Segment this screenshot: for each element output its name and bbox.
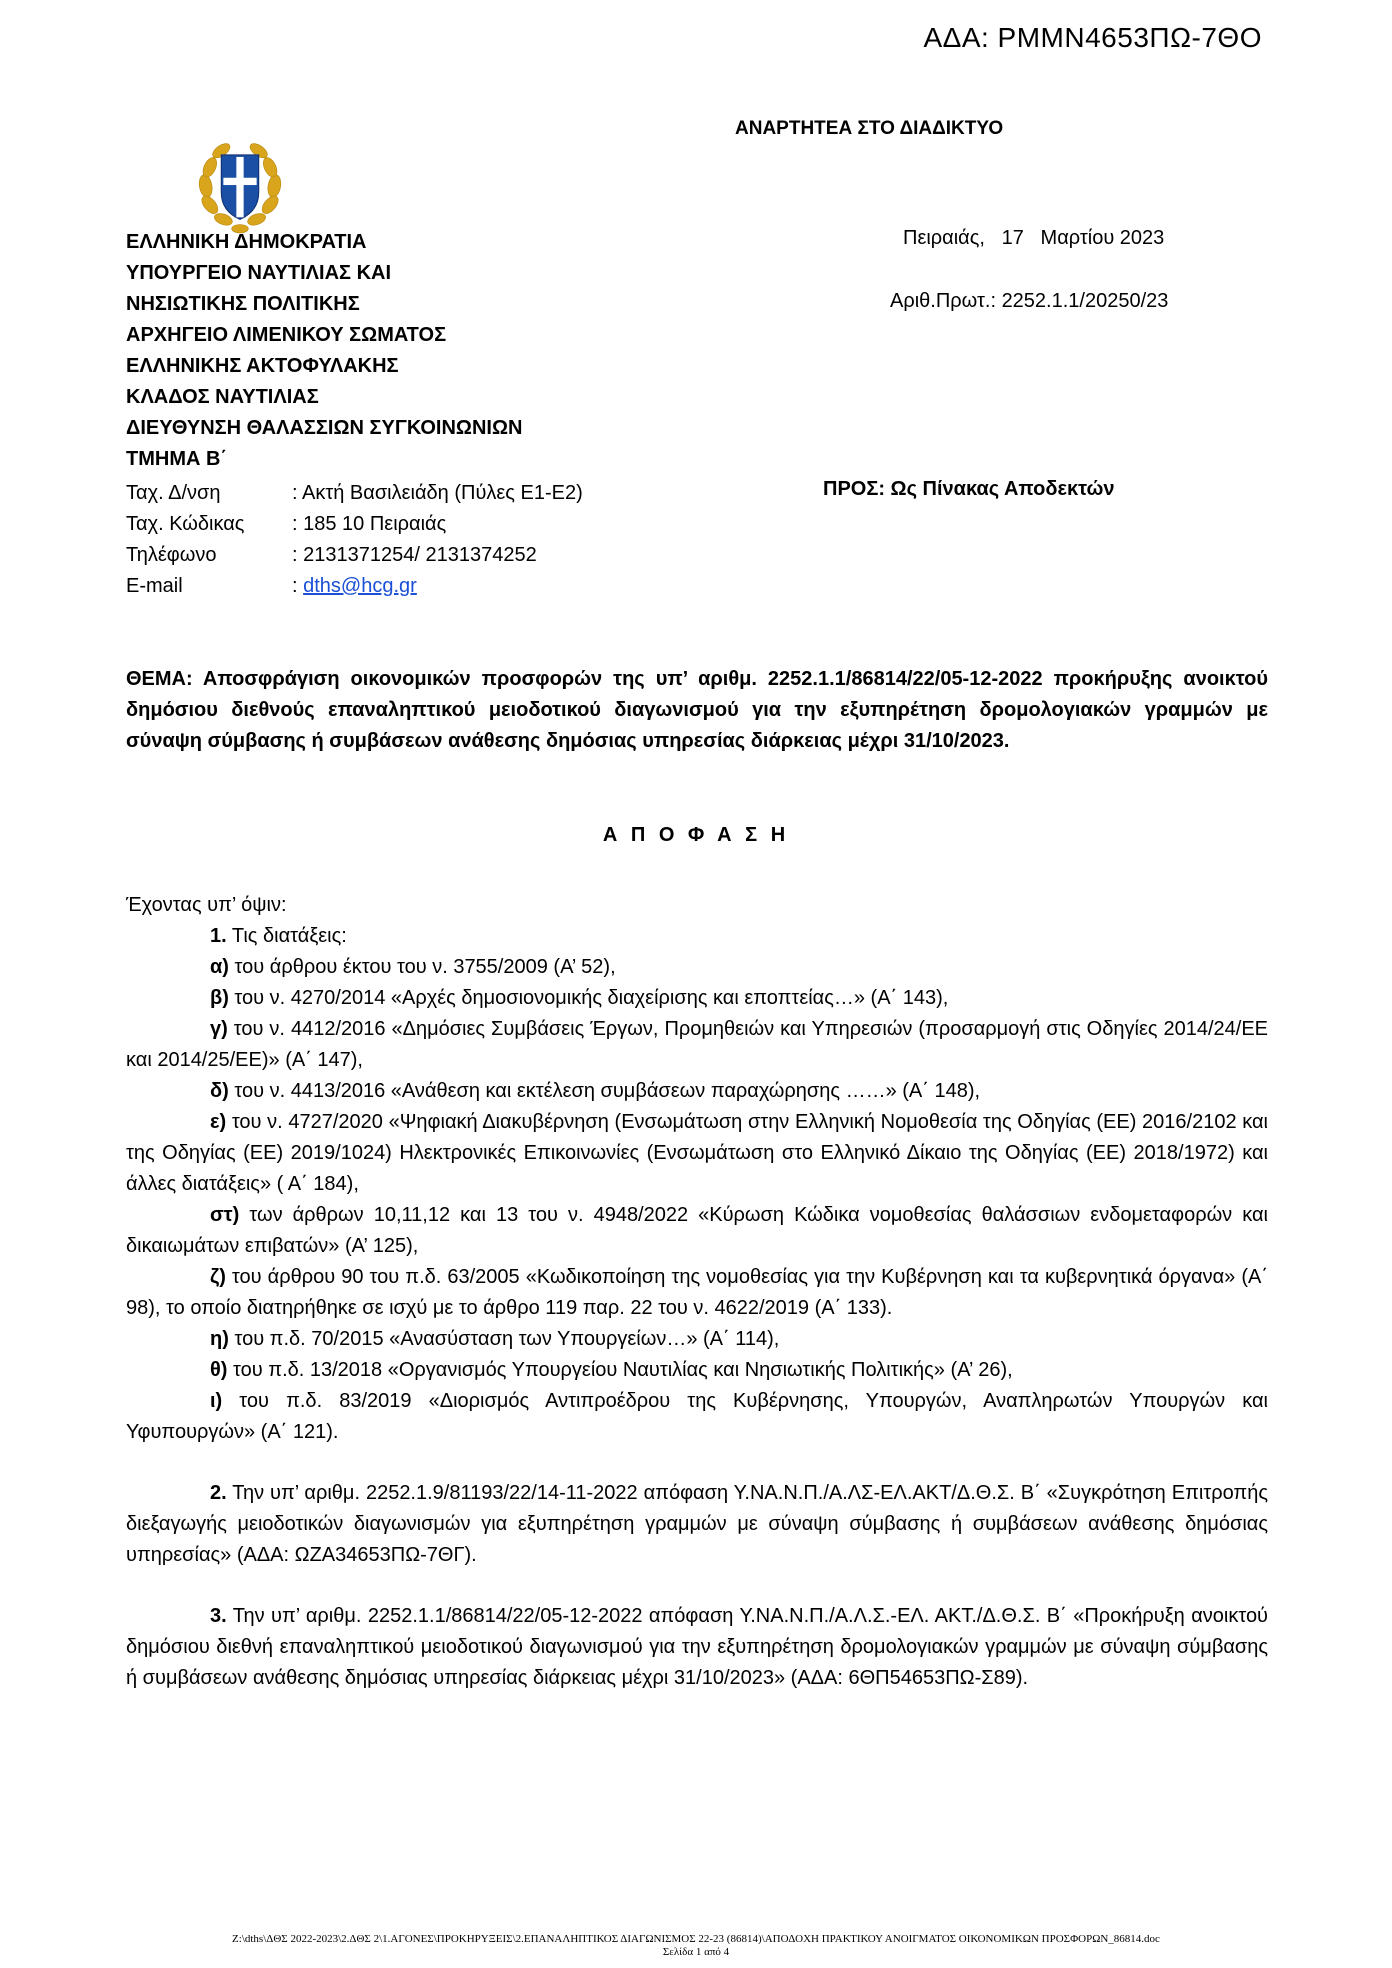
email-label: E-mail	[126, 575, 183, 597]
provision-label: στ)	[210, 1204, 240, 1226]
provision	[126, 983, 1268, 1014]
provision-text: του άρθρου έκτου του ν. 3755/2009 (Α’ 52),	[228, 956, 616, 978]
provision-text: του π.δ. 83/2019 «Διορισμός Αντιπροέδρου της Κυβέρνησης, Υπουργών, Αναπληρωτών Υπουργών και Υφυπουργών» (Α΄ 121).	[126, 1390, 1268, 1443]
contact-row	[126, 540, 583, 571]
provision	[126, 952, 1268, 983]
provision-label: η)	[210, 1328, 229, 1350]
org-line: ΥΠΟΥΡΓΕΙΟ ΝΑΥΤΙΛΙΑΣ ΚΑΙ	[126, 262, 392, 284]
contact-value: : 185 10 Πειραιάς	[292, 513, 447, 535]
posting-notice: ΑΝΑΡΤΗΤΕΑ ΣΤΟ ΔΙΑΔΙΚΤΥΟ	[735, 118, 1004, 139]
document-body	[126, 890, 1268, 1694]
provision-text: του άρθρου 90 του π.δ. 63/2005 «Κωδικοποίηση της νομοθεσίας για την Κυβέρνηση και τα κυβερνητικά όργανα» (Α΄ 98), το οποίο διατηρήθηκε σε ισχύ με το άρθρο 119 παρ. 22 του ν. 4622/2019 (Α΄ 133).	[126, 1266, 1268, 1319]
email-separator: :	[292, 575, 304, 597]
org-line: ΔΙΕΥΘΥΝΣΗ ΘΑΛΑΣΣΙΩΝ ΣΥΓΚΟΙΝΩΝΙΩΝ	[126, 417, 523, 439]
item-number: 2.	[210, 1482, 227, 1504]
provision	[126, 1324, 1268, 1355]
issuing-authority	[126, 227, 522, 475]
provision-label: α)	[210, 956, 229, 978]
contact-row	[126, 571, 583, 602]
org-line: ΕΛΛΗΝΙΚΗ ΔΗΜΟΚΡΑΤΙΑ	[126, 231, 367, 253]
email-link[interactable]: dths@hcg.gr	[303, 575, 417, 597]
intro: Έχοντας υπ’ όψιν:	[126, 894, 287, 916]
provision-label: γ)	[210, 1018, 228, 1040]
provision-label: β)	[210, 987, 229, 1009]
item-number: 3.	[210, 1605, 227, 1627]
subject: ΘΕΜΑ: Αποσφράγιση οικονομικών προσφορών της υπ’ αριθμ. 2252.1.1/86814/22/05-12-2022 προκήρυξης ανοικτού δημόσιου διεθνούς επαναληπτικού μειοδοτικού διαγωνισμού για την εξυπηρέτηση δρομολογιακών γραμμών με σύναψη σύμβασης ή συμβάσεων ανάθεσης δημόσιας υπηρεσίας διάρκειας μέχρι 31/10/2023.	[126, 668, 1268, 752]
provision	[126, 1262, 1268, 1324]
contact-label: Τηλέφωνο	[126, 544, 217, 566]
footer-page-number: Σελίδα 1 από 4	[662, 1946, 730, 1958]
contact-label: Ταχ. Δ/νση	[126, 482, 221, 504]
provision-text: του π.δ. 13/2018 «Οργανισμός Υπουργείου Ναυτιλίας και Νησιωτικής Πολιτικής» (Α’ 26),	[227, 1359, 1013, 1381]
contact-value: : Ακτή Βασιλειάδη (Πύλες Ε1-Ε2)	[292, 482, 583, 504]
ada-code: ΑΔΑ: ΡΜΜΝ4653ΠΩ-7ΘΟ	[923, 22, 1262, 53]
provision	[126, 1076, 1268, 1107]
page-footer	[0, 1933, 1392, 1959]
item-text: Την υπ’ αριθμ. 2252.1.1/86814/22/05-12-2022 απόφαση Υ.ΝΑ.Ν.Π./Α.Λ.Σ.-ΕΛ. ΑΚΤ./Δ.Θ.Σ. Β΄ «Προκήρυξη ανοικτού δημόσιου διεθνή επαναληπτικού μειοδοτικού διαγωνισμού για την εξυπηρέτηση δρομολογιακών γραμμών με σύναψη σύμβασης ή συμβάσεων ανάθεσης δημόσιας υπηρεσίας διάρκειας μέχρι 31/10/2023» (ΑΔΑ: 6ΘΠ54653ΠΩ-Σ89).	[126, 1605, 1268, 1689]
org-line: ΕΛΛΗΝΙΚΗΣ ΑΚΤΟΦΥΛΑΚΗΣ	[126, 355, 399, 377]
provision-text: του ν. 4412/2016 «Δημόσιες Συμβάσεις Έργων, Προμηθειών και Υπηρεσιών (προσαρμογή στις Οδηγίες 2014/24/ΕΕ και 2014/25/ΕΕ)» (Α΄ 147),	[126, 1018, 1268, 1071]
item-text: Τις διατάξεις:	[226, 925, 347, 947]
contact-value: : 2131371254/ 2131374252	[292, 544, 537, 566]
provision	[126, 1200, 1268, 1262]
provision	[126, 1014, 1268, 1076]
item-text: Την υπ’ αριθμ. 2252.1.9/81193/22/14-11-2022 απόφαση Υ.ΝΑ.Ν.Π./Α.ΛΣ-ΕΛ.ΑΚΤ/Δ.Θ.Σ. Β΄ «Συγκρότηση Επιτροπής διεξαγωγής μειοδοτικών διαγωνισμών για εξυπηρέτηση γραμμών με σύναψη σύμβασης ή συμβάσεων ανάθεσης δημόσιας υπηρεσίας» (ΑΔΑ: ΩΖΑ34653ΠΩ-7ΘΓ).	[126, 1482, 1268, 1566]
provision	[126, 1107, 1268, 1200]
provision-label: θ)	[210, 1359, 228, 1381]
item-2	[126, 1478, 1268, 1571]
provision-label: ε)	[210, 1111, 227, 1133]
provision	[126, 1386, 1268, 1448]
item-1	[126, 921, 1268, 952]
contact-row	[126, 478, 583, 509]
provision-text: του ν. 4727/2020 «Ψηφιακή Διακυβέρνηση (Ενσωμάτωση στην Ελληνική Νομοθεσία της Οδηγίας (ΕΕ) 2016/2102 και της Οδηγίας (ΕΕ) 2019/1024) Ηλεκτρονικές Επικοινωνίες (Ενσωμάτωση στο Ελληνικό Δίκαιο της Οδηγίας (ΕΕ) 2018/1972) και άλλες διατάξεις» ( Α΄ 184),	[126, 1111, 1268, 1195]
item-3	[126, 1601, 1268, 1694]
provision-text: του π.δ. 70/2015 «Ανασύσταση των Υπουργείων…» (Α΄ 114),	[228, 1328, 780, 1350]
provision	[126, 1355, 1268, 1386]
org-line: ΑΡΧΗΓΕΙΟ ΛΙΜΕΝΙΚΟΥ ΣΩΜΑΤΟΣ	[126, 324, 447, 346]
provision-text: του ν. 4413/2016 «Ανάθεση και εκτέλεση συμβάσεων παραχώρησης ……» (Α΄ 148),	[228, 1080, 981, 1102]
provision-text: των άρθρων 10,11,12 και 13 του ν. 4948/2022 «Κύρωση Κώδικα νομοθεσίας θαλάσσιων ενδομεταφορών και δικαιωμάτων επιβατών» (Α’ 125),	[126, 1204, 1268, 1257]
provision-text: του ν. 4270/2014 «Αρχές δημοσιονομικής διαχείρισης και εποπτείας…» (Α΄ 143),	[228, 987, 949, 1009]
org-line: ΤΜΗΜΑ Β΄	[126, 448, 228, 470]
provision-label: ι)	[210, 1390, 223, 1412]
contact-label: Ταχ. Κώδικας	[126, 513, 245, 535]
protocol-number: Αριθ.Πρωτ.: 2252.1.1/20250/23	[890, 290, 1169, 312]
decision-title: Α Π Ο Φ Α Σ Η	[602, 824, 790, 846]
footer-file-path: Z:\dths\ΔΘΣ 2022-2023\2.ΔΘΣ 2\1.ΑΓΟΝΕΣ\ΠΡΟΚΗΡΥΞΕΙΣ\2.ΕΠΑΝΑΛΗΠΤΙΚΟΣ ΔΙΑΓΩΝΙΣΜΟΣ 22-23 (86814)\ΑΠΟΔΟΧΗ ΠΡΑΚΤΙΚΟΥ ΑΝΟΙΓΜΑΤΟΣ ΟΙΚΟΝΟΜΙΚΩΝ ΠΡΟΣΦΟΡΩΝ_86814.doc	[232, 1933, 1160, 1945]
item-number: 1.	[210, 925, 227, 947]
document-date: Πειραιάς, 17 Μαρτίου 2023	[903, 227, 1165, 249]
org-line: ΚΛΑΔΟΣ ΝΑΥΤΙΛΙΑΣ	[126, 386, 319, 408]
provision-label: δ)	[210, 1080, 229, 1102]
contact-block	[126, 478, 583, 602]
contact-row	[126, 509, 583, 540]
provision-label: ζ)	[210, 1266, 226, 1288]
org-line: ΝΗΣΙΩΤΙΚΗΣ ΠΟΛΙΤΙΚΗΣ	[126, 293, 360, 315]
greek-coat-of-arms-icon	[188, 132, 292, 236]
recipient: ΠΡΟΣ: Ως Πίνακας Αποδεκτών	[823, 478, 1115, 500]
